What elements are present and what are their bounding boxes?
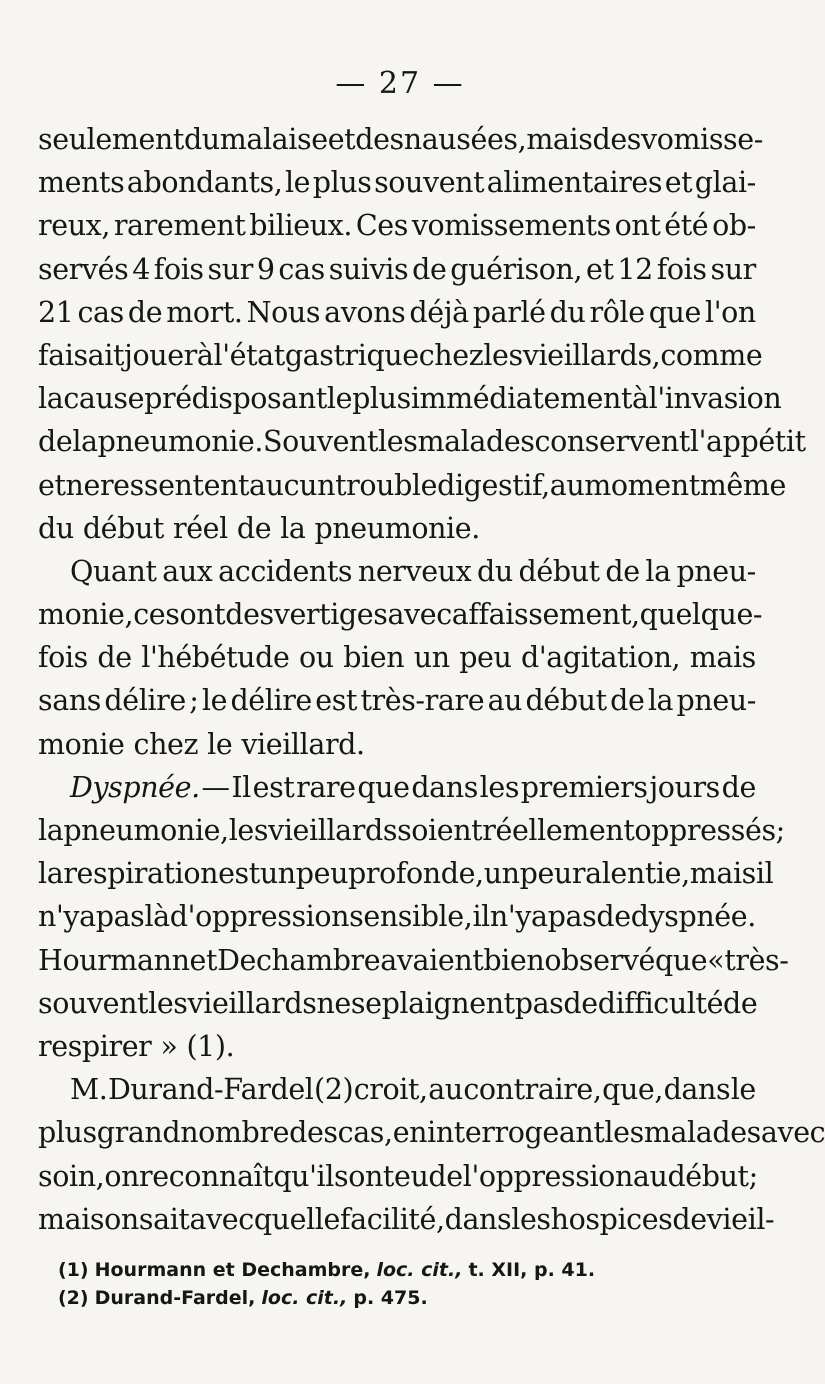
word: monie,	[38, 598, 134, 632]
footnote-mark: (2)	[58, 1287, 89, 1309]
word: et	[189, 943, 218, 977]
word: pneu-	[676, 554, 756, 588]
word: début	[518, 554, 600, 588]
word: souvent	[38, 986, 149, 1020]
word: le	[207, 727, 233, 761]
word: bien	[343, 641, 405, 675]
text-line	[38, 679, 756, 722]
word: les	[511, 1202, 551, 1236]
word: vieillards	[268, 814, 398, 847]
text-line	[38, 204, 756, 247]
word: plus	[38, 1116, 97, 1150]
text-line	[38, 593, 763, 636]
text-line	[38, 895, 756, 938]
word: bien	[483, 943, 545, 977]
word: quelque-	[639, 598, 763, 632]
footnote-text-after: p. 475.	[353, 1287, 428, 1309]
word: cas	[77, 295, 124, 329]
word: nausées,	[403, 123, 527, 156]
word: observé	[544, 943, 655, 977]
word: qu'ils	[273, 1159, 349, 1193]
word: la	[38, 857, 64, 891]
word: interrogeant	[427, 1116, 605, 1150]
word: de	[723, 986, 758, 1020]
word: là	[144, 900, 170, 934]
word: au	[487, 684, 523, 718]
word: de	[412, 252, 447, 286]
word: pneumonie.	[314, 511, 480, 545]
word: a	[79, 900, 96, 934]
word: n'y	[489, 900, 531, 934]
word: que	[648, 295, 701, 329]
word: (1).	[186, 1029, 235, 1063]
word: de	[97, 641, 132, 675]
text-line	[38, 1068, 756, 1111]
word: l'invasion	[648, 382, 782, 416]
word: ne	[316, 986, 351, 1020]
word: peu	[519, 857, 572, 891]
word: cas,	[337, 1116, 393, 1150]
word: pas	[547, 900, 597, 934]
word: les	[148, 986, 188, 1020]
word: déjà	[409, 295, 469, 329]
word: prédisposant	[144, 382, 327, 416]
body-text	[38, 118, 825, 1241]
text-line	[38, 248, 756, 291]
word: peu	[295, 857, 349, 891]
text-line	[38, 464, 786, 507]
word: trouble	[335, 468, 438, 502]
text-line	[38, 809, 785, 852]
word: et	[38, 468, 66, 502]
word: et	[664, 166, 693, 200]
word: la	[645, 554, 671, 588]
footnote-text-before: Hourmann et Dechambre,	[94, 1259, 371, 1281]
text-line	[38, 550, 756, 593]
word: respiration	[63, 857, 219, 891]
word: «	[707, 943, 725, 977]
word: le	[284, 166, 311, 200]
word: plaignent	[381, 986, 515, 1020]
word: aucun	[249, 468, 336, 502]
word: très-	[724, 943, 789, 977]
word: sait	[138, 1202, 190, 1236]
word: Quant	[70, 554, 157, 588]
word: 4	[132, 252, 150, 286]
word: que	[357, 770, 410, 804]
word: vieillards	[187, 986, 317, 1020]
word: le	[201, 684, 228, 718]
footnote-mark: (1)	[58, 1259, 89, 1281]
word: seulement	[38, 123, 184, 156]
footnote-italic: loc. cit.,	[376, 1259, 463, 1281]
word: les	[604, 1116, 644, 1150]
word: ont	[348, 1159, 394, 1193]
word: soient	[397, 814, 483, 847]
footnote	[58, 1284, 758, 1312]
word: et	[585, 252, 614, 286]
word: rôle	[589, 295, 645, 329]
word: croit,	[353, 1073, 428, 1107]
word: aux	[162, 554, 213, 588]
word: de	[563, 986, 598, 1020]
word: même	[699, 468, 786, 502]
word: Hourmann	[38, 943, 190, 977]
word: sensible,	[349, 900, 473, 934]
word: monie	[38, 727, 125, 761]
word: de	[610, 684, 645, 718]
word: bilieux.	[249, 209, 352, 243]
word: ressentent	[99, 468, 250, 502]
word: avons	[324, 295, 406, 329]
word: on	[104, 1159, 140, 1193]
word: abondants,	[126, 166, 283, 200]
word: que	[655, 943, 708, 977]
word: Il	[231, 770, 251, 804]
word: quelle	[253, 1202, 340, 1236]
word: au	[632, 1159, 668, 1193]
word: ont	[614, 209, 661, 243]
word: moment	[584, 468, 700, 502]
word: du	[477, 554, 513, 588]
text-line	[38, 377, 782, 420]
word: réel	[172, 511, 228, 545]
word: l'oppression	[462, 1159, 633, 1193]
word: au	[549, 468, 585, 502]
text-line	[38, 1025, 756, 1068]
word: guérison,	[450, 252, 583, 286]
word: Dechambre	[217, 943, 381, 977]
word: été	[664, 209, 709, 243]
word: profonde,	[348, 857, 484, 891]
text-line	[38, 982, 756, 1025]
word: du	[38, 511, 74, 545]
word: rarement	[113, 209, 246, 243]
text-line	[38, 507, 756, 550]
word: de	[236, 511, 272, 545]
word: rare	[296, 770, 356, 804]
footnote-text-before: Durand-Fardel,	[94, 1287, 256, 1309]
text-line	[38, 118, 763, 161]
word: alimentaires	[486, 166, 663, 200]
word: vieil-	[706, 1202, 775, 1236]
word: mais	[689, 857, 756, 891]
word: respirer	[38, 1029, 152, 1063]
word: affaissement,	[451, 598, 640, 632]
word: Souvent	[263, 425, 379, 459]
footnotes	[58, 1256, 758, 1312]
word: la	[38, 814, 64, 847]
word: mort.	[166, 295, 243, 329]
word: —	[201, 770, 230, 804]
word: vomissements	[411, 209, 611, 243]
word: ou	[298, 641, 334, 675]
word: gastrique	[284, 338, 419, 372]
page-number: — 27 —	[335, 66, 465, 101]
word: il	[472, 900, 490, 934]
word: soin,	[38, 1159, 105, 1193]
word: à	[196, 338, 214, 372]
text-line	[38, 334, 763, 377]
word: très-rare	[360, 684, 485, 718]
word: ralentie,	[571, 857, 690, 891]
word: sur	[207, 252, 253, 286]
word: avaient	[380, 943, 484, 977]
word: mais	[526, 123, 593, 156]
word: reconnaît	[139, 1159, 274, 1193]
word: fois	[153, 252, 204, 286]
word: a	[531, 900, 548, 934]
word: début	[82, 511, 164, 545]
word: suivis	[328, 252, 409, 286]
word: dyspnée.	[630, 900, 756, 934]
word: de	[721, 770, 756, 804]
word: servés	[38, 252, 129, 286]
word: ob-	[712, 209, 756, 243]
word: comme	[660, 338, 763, 372]
word: à	[632, 382, 649, 416]
word: nerveux	[357, 554, 472, 588]
text-line	[38, 291, 756, 334]
word: ce	[133, 598, 166, 632]
word: »	[160, 1029, 178, 1063]
word: pas	[514, 986, 564, 1020]
word: de	[672, 1202, 707, 1236]
word: sur	[710, 252, 756, 286]
word: cause	[63, 382, 145, 416]
word: le	[326, 382, 353, 416]
word: la	[280, 511, 306, 545]
word: de	[38, 425, 73, 459]
word: conservent	[534, 425, 690, 459]
word: (2)	[314, 1073, 354, 1107]
word: reux,	[38, 209, 110, 243]
word: dans	[411, 770, 478, 804]
word: premiers	[520, 770, 648, 804]
word: est	[218, 857, 260, 891]
word: mais	[689, 641, 756, 675]
word: faisait	[38, 338, 125, 372]
text-line	[38, 939, 789, 982]
word: un	[483, 857, 520, 891]
word: parlé	[472, 295, 546, 329]
text-line	[38, 852, 774, 895]
word: malades	[643, 1116, 761, 1150]
word: malaise	[219, 123, 328, 156]
word: vertiges	[273, 598, 388, 632]
word: les	[228, 814, 269, 847]
word: Dyspnée.	[70, 770, 200, 804]
word: Ces	[355, 209, 408, 243]
word: fois	[656, 252, 707, 286]
footnote-text-after: t. XII, p. 41.	[468, 1259, 596, 1281]
word: pneumonie,	[63, 814, 229, 847]
word: il	[755, 857, 774, 891]
text-line	[38, 161, 756, 204]
word: début	[525, 684, 607, 718]
word: sont	[165, 598, 226, 632]
word: avec	[387, 598, 452, 632]
text-line	[38, 420, 806, 463]
word: au	[428, 1073, 463, 1107]
word: souvent	[374, 166, 485, 200]
word: malades	[417, 425, 535, 459]
word: des	[225, 598, 274, 632]
word: ments	[38, 166, 125, 200]
word: de	[605, 554, 640, 588]
word: d'oppression	[169, 900, 350, 934]
word: jours	[649, 770, 720, 804]
word: Nous	[246, 295, 321, 329]
text-line	[38, 1111, 825, 1154]
word: du	[183, 123, 220, 156]
word: pneumonie.	[97, 425, 264, 459]
word: un	[259, 857, 296, 891]
word: que,	[602, 1073, 664, 1107]
word: un	[413, 641, 450, 675]
word: avec	[760, 1116, 825, 1150]
word: réellement	[482, 814, 635, 847]
word: sans	[38, 684, 101, 718]
word: oppressés;	[634, 814, 785, 847]
word: l'on	[705, 295, 756, 329]
word: peu	[459, 641, 512, 675]
text-line	[38, 1155, 756, 1198]
word: Durand-Fardel	[107, 1073, 314, 1107]
word: M.	[70, 1073, 108, 1107]
word: d'agitation,	[520, 641, 681, 675]
word: difficulté	[597, 986, 724, 1020]
word: délire	[104, 684, 186, 718]
word: de	[428, 1159, 463, 1193]
word: est	[252, 770, 295, 804]
word: est	[315, 684, 358, 718]
word: les	[378, 425, 418, 459]
word: les	[483, 338, 523, 372]
word: délire	[230, 684, 312, 718]
word: la	[647, 684, 674, 718]
text-line	[38, 1198, 775, 1241]
word: l'hébétude	[141, 641, 290, 675]
word: chez	[418, 338, 484, 372]
word: hospices	[550, 1202, 673, 1236]
word: on	[104, 1202, 139, 1236]
word: jouer	[124, 338, 197, 372]
word: vieillards,	[522, 338, 661, 372]
word: accidents	[218, 554, 353, 588]
word: de	[127, 295, 163, 329]
word: l'appétit	[689, 425, 806, 459]
word: et	[327, 123, 356, 156]
word: n'y	[38, 900, 80, 934]
word: cas	[278, 252, 325, 286]
word: avec	[189, 1202, 254, 1236]
word: du	[549, 295, 586, 329]
word: début;	[667, 1159, 758, 1193]
word: la	[72, 425, 98, 459]
word: mais	[38, 1202, 105, 1236]
text-line	[38, 636, 756, 679]
word: chez	[133, 727, 199, 761]
word: de	[596, 900, 631, 934]
word: digestif,	[437, 468, 550, 502]
footnote-italic: loc. cit.,	[261, 1287, 348, 1309]
word: 12	[617, 252, 653, 286]
word: vomisse-	[641, 123, 763, 156]
word: dans	[444, 1202, 512, 1236]
word: immédiatement	[410, 382, 633, 416]
word: plus	[352, 382, 411, 416]
word: facilité,	[339, 1202, 445, 1236]
word: contraire,	[463, 1073, 602, 1107]
word: vieillard.	[241, 727, 365, 761]
word: des	[289, 1116, 338, 1150]
word: dans	[663, 1073, 731, 1107]
word: le	[730, 1073, 756, 1107]
word: ;	[189, 684, 199, 718]
text-line	[38, 723, 756, 766]
word: se	[350, 986, 382, 1020]
word: glai-	[694, 166, 756, 200]
word: la	[38, 382, 64, 416]
footnote	[58, 1256, 758, 1284]
word: grand	[96, 1116, 181, 1150]
word: en	[392, 1116, 428, 1150]
word: plus	[312, 166, 372, 200]
word: des	[592, 123, 642, 156]
word: ne	[65, 468, 100, 502]
word: 9	[256, 252, 275, 286]
word: 21	[38, 295, 74, 329]
word: fois	[38, 641, 88, 675]
word: eu	[394, 1159, 429, 1193]
word: pneu-	[676, 684, 756, 718]
word: les	[479, 770, 520, 804]
text-line	[38, 766, 756, 809]
word: des	[355, 123, 404, 156]
word: nombre	[180, 1116, 290, 1150]
word: pas	[95, 900, 145, 934]
word: l'état	[213, 338, 285, 372]
